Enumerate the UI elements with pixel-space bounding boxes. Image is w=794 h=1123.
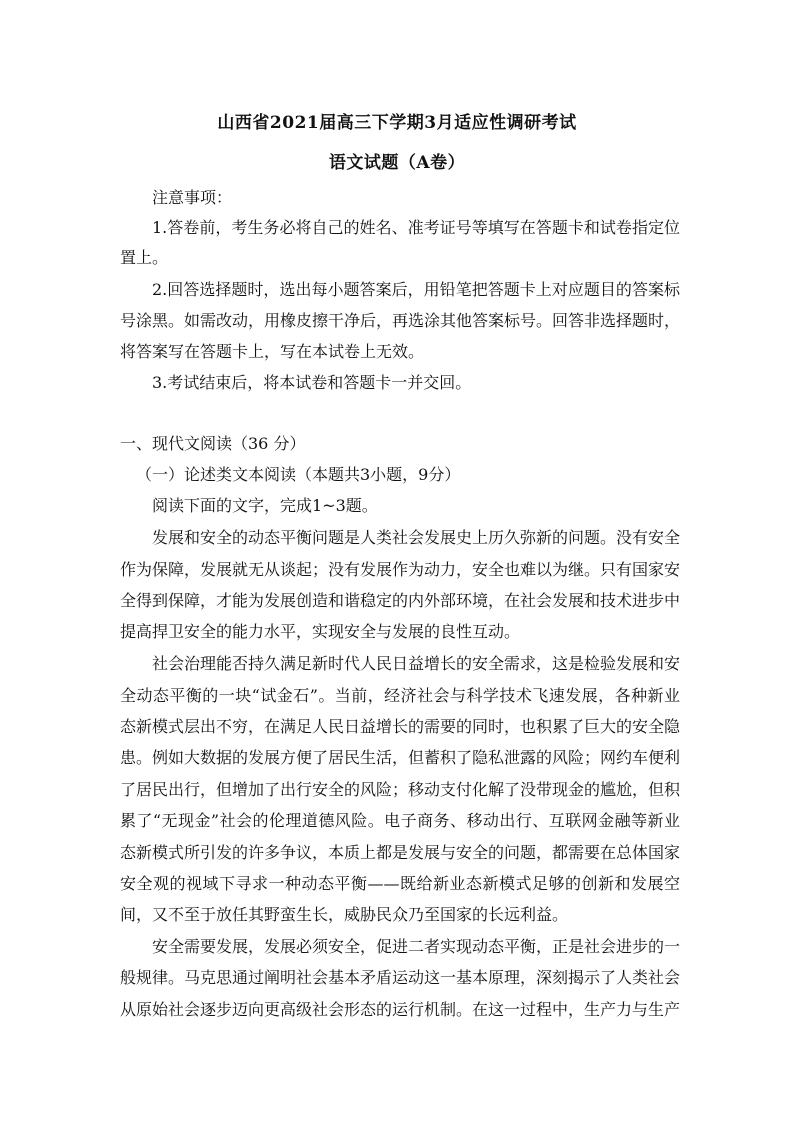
- paragraph-3-line-2: 般规律。马克思通过阐明社会基本矛盾运动这一基本原理，深刻揭示了人类社会: [120, 968, 681, 987]
- paragraph-1-line-4: 提高捍卫安全的能力水平，实现安全与发展的良性互动。: [120, 622, 521, 641]
- section-heading: 一、现代文阅读（36 分）: [120, 434, 306, 453]
- notice-item-1-line-1: 1.答卷前，考生务必将自己的姓名、准考证号等填写在答题卡和试卷指定位: [152, 218, 680, 237]
- notice-item-3: 3.考试结束后，将本试卷和答题卡一并交回。: [152, 373, 472, 392]
- paragraph-2-line-7: 态新模式所引发的许多争议，本质上都是发展与安全的问题，都需要在总体国家: [120, 843, 681, 862]
- paragraph-1-line-3: 全得到保障，才能为发展创造和谐稳定的内外部环境，在社会发展和技术进步中: [120, 591, 681, 610]
- paragraph-2-line-9: 间，又不至于放任其野蛮生长，威胁民众乃至国家的长远利益。: [120, 905, 569, 924]
- notice-item-2-line-1: 2.回答选择题时，选出每小题答案后，用铅笔把答题卡上对应题目的答案标: [152, 280, 680, 299]
- exam-subtitle: 语文试题（A卷）: [328, 153, 466, 173]
- paragraph-2-line-2: 全动态平衡的一块“试金石”。当前，经济社会与科学技术飞速发展，各种新业: [120, 686, 680, 705]
- paragraph-2-line-3: 态新模式层出不穷，在满足人民日益增长的需要的同时，也积累了巨大的安全隐: [120, 717, 681, 736]
- paragraph-3-line-3: 从原始社会逐步迈向更高级社会形态的运行机制。在这一过程中，生产力与生产: [120, 1000, 681, 1019]
- paragraph-1-line-1: 发展和安全的动态平衡问题是人类社会发展史上历久弥新的问题。没有安全: [152, 528, 681, 547]
- paragraph-2-line-6: 累了“无现金”社会的伦理道德风险。电子商务、移动出行、互联网金融等新业: [120, 811, 680, 830]
- reading-instruction: 阅读下面的文字，完成1~3题。: [152, 496, 378, 515]
- paragraph-1-line-2: 作为保障，发展就无从谈起；没有发展作为动力，安全也难以为继。只有国家安: [120, 560, 681, 579]
- notice-item-2-line-2: 号涂黑。如需改动，用橡皮擦干净后，再选涂其他答案标号。回答非选择题时，: [120, 311, 681, 330]
- notice-item-2-line-3: 将答案写在答题卡上，写在本试卷上无效。: [120, 342, 425, 361]
- paragraph-3-line-1: 安全需要发展，发展必须安全，促进二者实现动态平衡，正是社会进步的一: [152, 937, 681, 956]
- notice-item-1-line-2: 置上。: [120, 248, 169, 267]
- paragraph-2-line-8: 安全观的视域下寻求一种动态平衡——既给新业态新模式足够的创新和发展空: [120, 874, 680, 893]
- paragraph-2-line-1: 社会治理能否持久满足新时代人民日益增长的安全需求，这是检验发展和安: [152, 654, 681, 673]
- notice-heading: 注意事项：: [152, 188, 233, 207]
- paragraph-2-line-4: 患。例如大数据的发展方便了居民生活，但蓄积了隐私泄露的风险；网约车便利: [120, 748, 681, 767]
- exam-title: 山西省2021届高三下学期3月适应性调研考试: [217, 113, 577, 133]
- paragraph-2-line-5: 了居民出行，但增加了出行安全的风险；移动支付化解了没带现金的尴尬，但积: [120, 780, 681, 799]
- section-subheading: （一）论述类文本阅读（本题共3小题，9分）: [136, 465, 461, 484]
